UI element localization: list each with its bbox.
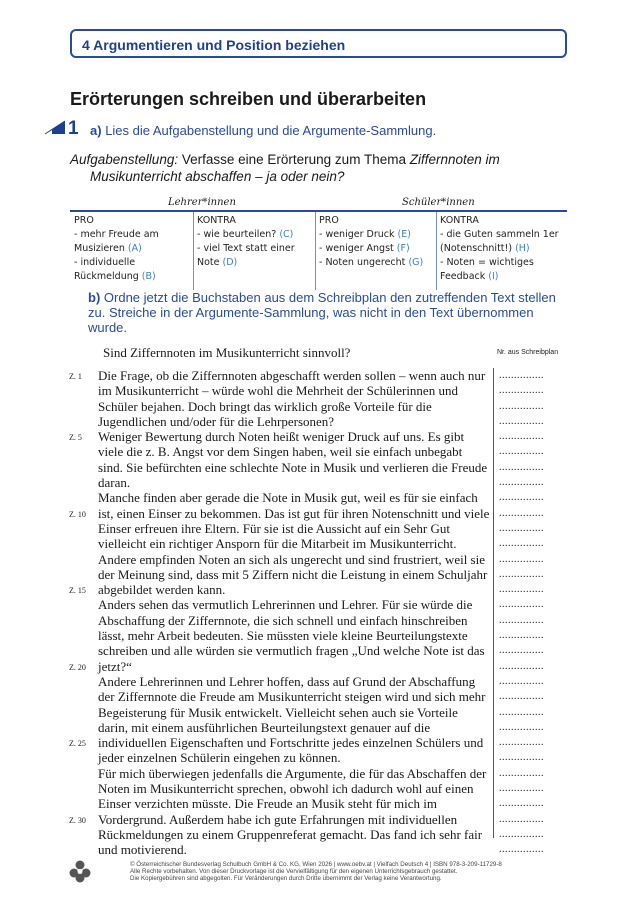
answer-slot[interactable]: ............... bbox=[499, 538, 544, 550]
essay-line: und motivierend. bbox=[98, 842, 187, 858]
argument-letter: (C) bbox=[279, 229, 294, 240]
essay-line: Weniger Bewertung durch Noten heißt weniger Druck auf uns. Es gibt bbox=[98, 429, 465, 445]
argument-line: Rückmeldung bbox=[74, 271, 139, 282]
essay-line: sind. Sie befürchten eine schlechte Note in Musik und verlieren die Freude bbox=[98, 459, 488, 475]
essay-line: jeder einzelnen Schülerin eingehen zu können. bbox=[98, 750, 341, 766]
argument-letter: (D) bbox=[222, 257, 238, 268]
essay-line: Noten im Musikunterricht sprechen, obwohl ich dadurch wohl auf einen bbox=[98, 781, 474, 797]
essay-line: Andere empfinden Noten an sich als ungerecht und sind frustriert, weil sie bbox=[98, 551, 485, 567]
argument-line: - wie beurteilen? bbox=[197, 229, 277, 240]
essay-line: der Meinung sind, dass mit 5 Ziffern nicht die Leistung in einem Schuljahr bbox=[98, 566, 488, 582]
essay-line: Einser erfreuen ihre Eltern. Für sie ist die Aussicht auf ein Sehr Gut bbox=[98, 520, 450, 536]
answer-slot[interactable]: ............... bbox=[499, 737, 544, 749]
answer-slot[interactable]: ............... bbox=[499, 568, 544, 580]
answer-slot[interactable]: ............... bbox=[499, 507, 544, 519]
answer-slot[interactable]: ............... bbox=[499, 492, 544, 504]
assignment-topic-2: Musikunterricht abschaffen – ja oder nein? bbox=[90, 169, 345, 184]
assignment-prefix: Aufgabenstellung: bbox=[70, 152, 179, 167]
column-divider bbox=[193, 212, 194, 290]
answer-slot[interactable]: ............... bbox=[499, 798, 544, 810]
answer-slot[interactable]: ............... bbox=[499, 522, 544, 534]
answer-slot[interactable]: ............... bbox=[499, 461, 544, 473]
answer-slot[interactable]: ............... bbox=[499, 614, 544, 626]
line-number: Z. 30 bbox=[69, 815, 86, 825]
publisher-logo-icon bbox=[68, 859, 92, 883]
answer-slot[interactable]: ............... bbox=[499, 385, 544, 397]
line-number: Z. 25 bbox=[69, 739, 86, 749]
column-header: KONTRA bbox=[197, 215, 236, 226]
argument-line: - weniger Angst bbox=[319, 243, 394, 254]
essay-line: schreiben und alle würden sie vermutlich fragen „Und welche Note ist das bbox=[98, 643, 485, 659]
answer-slot[interactable]: ............... bbox=[499, 813, 544, 825]
answer-slot[interactable]: ............... bbox=[499, 721, 544, 733]
essay-line: jetzt?“ bbox=[98, 658, 132, 674]
answer-slot[interactable]: ............... bbox=[499, 431, 544, 443]
answer-slot[interactable]: ............... bbox=[499, 584, 544, 596]
answer-slot[interactable]: ............... bbox=[499, 783, 544, 795]
footer-line: Die Kopiergebühren sind abgegolten. Für Veränderungen durch Dritte übernimmt der Verlag keine Verantwortung. bbox=[130, 875, 442, 883]
argument-letter: (E) bbox=[397, 229, 411, 240]
column-header: PRO bbox=[74, 215, 94, 226]
argument-letter: (I) bbox=[488, 271, 499, 282]
argument-letter: (B) bbox=[141, 271, 156, 282]
argument-letter: (F) bbox=[396, 243, 410, 254]
answer-slot[interactable]: ............... bbox=[499, 599, 544, 611]
answer-slot[interactable]: ............... bbox=[499, 415, 544, 427]
essay-line: vielleicht ein richtiger Ansporn für die Mitarbeit im Musikunterricht. bbox=[98, 536, 457, 552]
task-a-letter: a) bbox=[90, 123, 102, 138]
essay-line: Andere Lehrerinnen und Lehrer hoffen, dass auf Grund der Abschaffung bbox=[98, 673, 476, 689]
essay-line: Schüler bejahen. Doch bringt das wirklich große Vorteile für die bbox=[98, 398, 432, 414]
essay-line: daran. bbox=[98, 475, 131, 491]
essay-line: der Ziffernnote die Freude am Musikunterricht steigen wird und sich mehr bbox=[98, 689, 486, 705]
argument-letter: (A) bbox=[127, 243, 142, 254]
essay-line: viele die z. B. Angst vor dem Singen haben, weil sie einfach unbegabt bbox=[98, 444, 463, 460]
answer-slot[interactable]: ............... bbox=[499, 675, 544, 687]
argument-line: - individuelle bbox=[74, 257, 136, 268]
answer-slot[interactable]: ............... bbox=[499, 828, 544, 840]
text-title: Sind Ziffernnoten im Musikunterricht sinnvoll? bbox=[103, 345, 351, 360]
answer-slot[interactable]: ............... bbox=[499, 691, 544, 703]
answer-slot[interactable]: ............... bbox=[499, 370, 544, 381]
answer-slot[interactable]: ............... bbox=[499, 645, 544, 657]
line-number: Z. 15 bbox=[69, 586, 86, 596]
essay-line: Manche finden aber gerade die Note in Musik gut, weil es für sie einfach bbox=[98, 490, 478, 506]
argument-letter: (H) bbox=[515, 243, 530, 254]
essay-line: Begeisterung für Musik entwickelt. Vielleicht sehen auch sie Vorteile bbox=[98, 704, 458, 720]
answer-column bbox=[499, 368, 544, 858]
chapter-label: 4 Argumentieren und Position beziehen bbox=[82, 37, 346, 53]
column-teachers-pro bbox=[74, 214, 192, 284]
assignment-topic-1: Ziffernnoten im bbox=[409, 152, 500, 167]
task-a-instruction bbox=[90, 123, 436, 138]
answer-slot[interactable]: ............... bbox=[499, 630, 544, 642]
argument-table bbox=[70, 210, 567, 282]
argument-line: Musizieren bbox=[74, 243, 125, 254]
answer-slot[interactable]: ............... bbox=[499, 553, 544, 565]
footer-line: Alle Rechte vorbehalten. Von dieser Druckvorlage ist die Vervielfältigung für den eigenen Unterrichtsgebrauch gestattet. bbox=[130, 868, 458, 876]
column-divider bbox=[315, 212, 316, 290]
column-students-pro bbox=[319, 214, 436, 270]
answer-slot[interactable]: ............... bbox=[499, 844, 544, 856]
column-divider bbox=[436, 212, 437, 290]
column-students-contra bbox=[440, 214, 567, 284]
answer-slot[interactable]: ............... bbox=[499, 767, 544, 779]
answer-slot[interactable]: ............... bbox=[499, 446, 544, 458]
assignment-text bbox=[70, 151, 550, 185]
line-number: Z. 5 bbox=[69, 433, 82, 443]
essay-line: individuellen Eigenschaften und Fortschritte jedes einzelnen Schülers und bbox=[98, 735, 484, 751]
difficulty-icon bbox=[44, 119, 66, 135]
line-number: Z. 1 bbox=[69, 372, 82, 381]
task-a-text: Lies die Aufgabenstellung und die Argumente-Sammlung. bbox=[105, 123, 437, 138]
answer-slot[interactable]: ............... bbox=[499, 706, 544, 718]
nr-column-header: Nr. aus Schreibplan bbox=[497, 349, 559, 356]
essay-line: Die Frage, ob die Ziffernnoten abgeschafft werden sollen – wenn auch nur bbox=[98, 368, 486, 383]
argument-line: Feedback bbox=[440, 271, 486, 282]
essay-line: abgebildet werden kann. bbox=[98, 582, 226, 598]
essay-line: Abschaffung der Ziffernnote, die sich schnell und einfach hinschreiben bbox=[98, 612, 468, 628]
column-header: KONTRA bbox=[440, 215, 479, 226]
footer-line: © Österreichischer Bundesverlag Schulbuch GmbH & Co. KG, Wien 2026 | www.oebv.at | Vielfach Deutsch 4 | ISBN 978-3-209-11729-8 bbox=[130, 861, 502, 868]
answer-slot[interactable]: ............... bbox=[499, 752, 544, 764]
argument-line: - viel Text statt einer bbox=[197, 243, 295, 254]
essay-line: ist, einen Einser zu bekommen. Das ist gut für ihren Notenschnitt und viele bbox=[98, 505, 490, 521]
line-number: Z. 10 bbox=[69, 509, 86, 519]
argument-line: - weniger Druck bbox=[319, 229, 395, 240]
answer-slot[interactable]: ............... bbox=[499, 400, 544, 412]
task-number: 1 bbox=[68, 118, 79, 139]
answer-slot[interactable]: ............... bbox=[499, 660, 544, 672]
argument-letter: (G) bbox=[408, 257, 424, 268]
argument-line: - Noten ungerecht bbox=[319, 257, 406, 268]
task-b-text: Ordne jetzt die Buchstaben aus dem Schreibplan den zutreffenden Text stellen zu. Streiche in der Argumente-Sammlung, was nicht in den Text übernommen wurde. bbox=[88, 290, 556, 335]
argument-line: (Notenschnitt!) bbox=[440, 243, 513, 254]
essay-line: Jugendlichen und/oder für die Lehrpersonen? bbox=[98, 413, 335, 429]
essay-line: Vordergrund. Außerdem habe ich gute Erfahrungen mit individuellen bbox=[98, 811, 458, 827]
essay-line: Rückmeldungen zu einem Gruppenreferat gemacht. Das fand ich sehr fair bbox=[98, 826, 483, 842]
group-label-teachers: Lehrer*innen bbox=[168, 197, 236, 208]
argument-line: - mehr Freude am bbox=[74, 229, 159, 240]
column-teachers-contra bbox=[197, 214, 315, 270]
argument-line: - die Guten sammeln 1er bbox=[440, 229, 559, 240]
footer-copyright bbox=[130, 861, 570, 883]
answer-slot[interactable]: ............... bbox=[499, 477, 544, 489]
argument-line: Note bbox=[197, 257, 220, 268]
essay-line: Für mich überwiegen jedenfalls die Argumente, die für das Abschaffen der bbox=[98, 765, 487, 781]
argument-line: - Noten = wichtiges bbox=[440, 257, 534, 268]
essay-line: darin, mit einem ausführlichen Beurteilungstext genauer auf die bbox=[98, 719, 431, 735]
task-b-letter: b) bbox=[88, 290, 101, 305]
answer-column-divider bbox=[493, 368, 494, 838]
essay-line: im Musikunterricht – würde wohl die Mehrheit der Schülerinnen und bbox=[98, 383, 458, 399]
line-number: Z. 20 bbox=[69, 662, 86, 672]
page-title: Erörterungen schreiben und überarbeiten bbox=[70, 89, 427, 109]
group-label-students: Schüler*innen bbox=[402, 197, 475, 208]
essay-line: Einser verzichten müsste. Die Freude an Musik steht für mich im bbox=[98, 796, 438, 812]
task-b-instruction bbox=[88, 290, 568, 335]
essay-line: lässt, mehr Arbeit bedeuten. Sie müssten viele kleine Beurteilungstexte bbox=[98, 628, 468, 644]
essay-text bbox=[98, 368, 490, 858]
column-header: PRO bbox=[319, 215, 339, 226]
chapter-header bbox=[70, 29, 567, 58]
essay-line: Anders sehen das vermutlich Lehrerinnen und Lehrer. Für sie würde die bbox=[98, 597, 473, 613]
assignment-line1: Verfasse eine Erörterung zum Thema bbox=[178, 152, 410, 167]
